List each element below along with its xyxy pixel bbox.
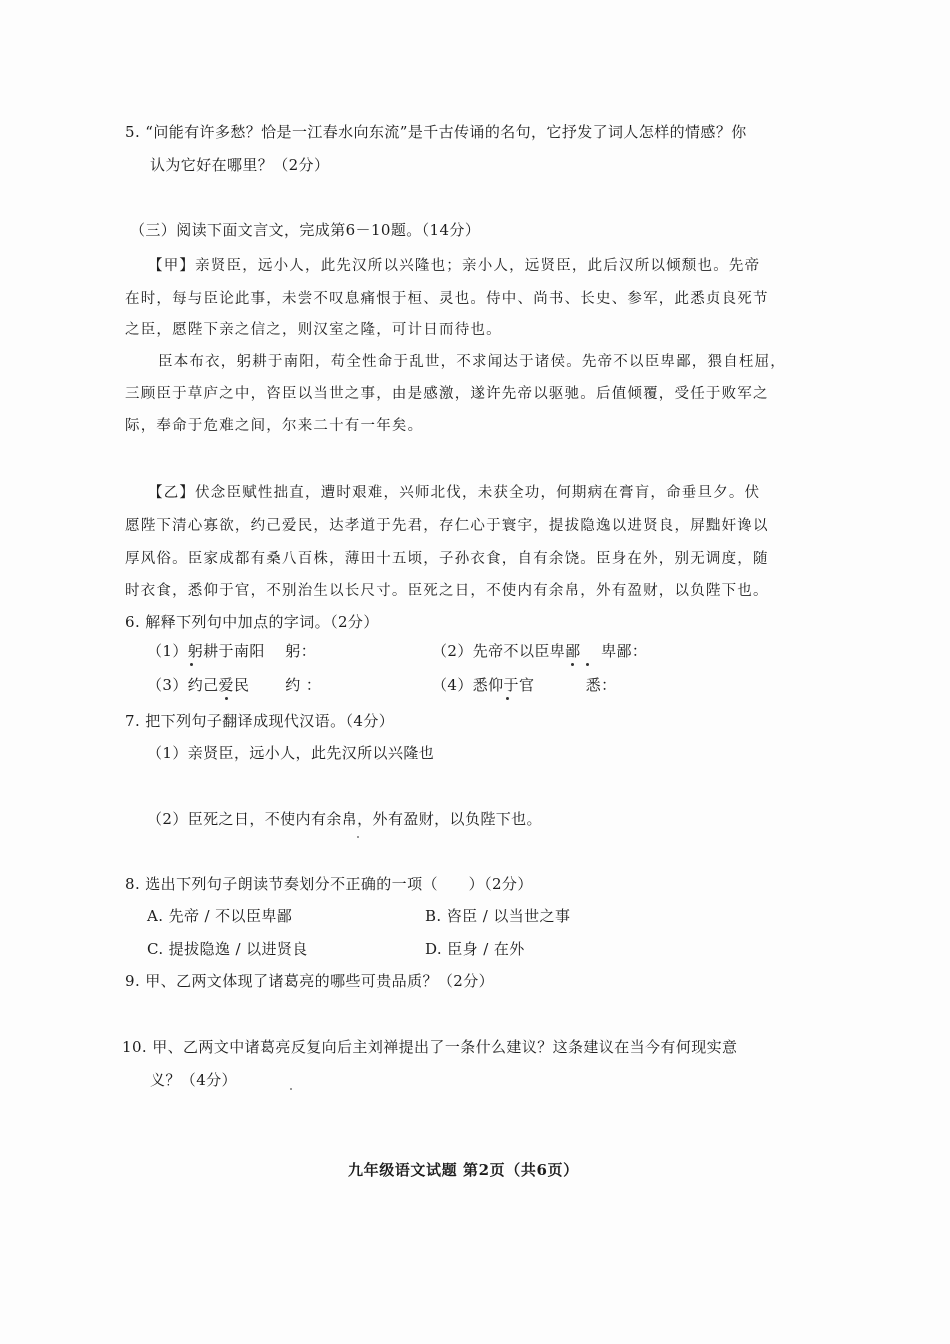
q6-item-1: （1）躬耕于南阳 躬： — [147, 642, 317, 660]
q7-stem: 7. 把下列句子翻译成现代汉语。（4分） — [125, 712, 395, 730]
passage-jia-line: 【甲】亲贤臣，远小人，此先汉所以兴隆也；亲小人，远贤臣，此后汉所以倾颓也。先帝 — [148, 258, 761, 274]
passage-yi-line: 【乙】伏念臣赋性拙直，遭时艰难，兴师北伐，未获全功，何期病在膏肓，命垂旦夕。伏 — [148, 485, 761, 501]
q8-option-b: B. 咨臣 / 以当世之事 — [425, 907, 571, 925]
page-footer: 九年级语文试题 第2页（共6页） — [348, 1161, 579, 1179]
q8-stem: 8. 选出下列句子朗读节奏划分不正确的一项（ ）（2分） — [125, 875, 533, 893]
emphasis-dot — [571, 663, 574, 666]
q9-stem: 9. 甲、乙两文体现了诸葛亮的哪些可贵品质？（2分） — [125, 972, 495, 990]
scan-speck — [357, 836, 359, 838]
passage-yi-line: 时衣食，悉仰于官，不别治生以长尺寸。臣死之日，不使内有余帛，外有盈财，以负陛下也。 — [125, 583, 769, 599]
q10-line-2: 义？（4分） — [150, 1071, 237, 1089]
section-3-heading: （三）阅读下面文言文，完成第6－10题。（14分） — [130, 221, 481, 239]
q8-option-c: C. 提拔隐逸 / 以进贤良 — [147, 940, 308, 958]
q6-item-2: （2）先帝不以臣卑鄙 卑鄙： — [432, 642, 648, 660]
q6-item-4: （4）悉仰于官 悉： — [432, 676, 617, 694]
passage-jia-line: 际，奉命于危难之间，尔来二十有一年矣。 — [125, 418, 424, 434]
passage-yi-line: 厚风俗。臣家成都有桑八百株，薄田十五顷，子孙衣食，自有余饶。臣身在外，别无调度，随 — [125, 551, 769, 567]
q7-item-1: （1）亲贤臣，远小人，此先汉所以兴隆也 — [147, 744, 435, 762]
q6-item-3: （3）约己爱民 约 ： — [147, 676, 322, 694]
q5-line-1: 5. “问能有许多愁？恰是一江春水向东流”是千古传诵的名句，它抒发了词人怎样的情感？你 — [125, 123, 747, 141]
scan-speck — [290, 1088, 292, 1090]
passage-jia-line: 臣本布衣，躬耕于南阳，苟全性命于乱世，不求闻达于诸侯。先帝不以臣卑鄙，猥自枉屈， — [158, 354, 786, 370]
emphasis-dot — [225, 697, 228, 700]
passage-jia-line: 之臣，愿陛下亲之信之，则汉室之隆，可计日而待也。 — [125, 322, 502, 338]
emphasis-dot — [190, 663, 193, 666]
q10-line-1: 10. 甲、乙两文中诸葛亮反复向后主刘禅提出了一条什么建议？这条建议在当今有何现实意 — [122, 1038, 738, 1056]
passage-yi-line: 愿陛下清心寡欲，约己爱民，达孝道于先君，存仁心于寰宇，提拔隐逸以进贤良，屏黜奸谗以 — [125, 518, 769, 534]
q6-stem: 6. 解释下列句中加点的字词。（2分） — [125, 613, 379, 631]
q8-option-a: A. 先帝 / 不以臣卑鄙 — [147, 907, 293, 925]
passage-jia-line: 在时，每与臣论此事，未尝不叹息痛恨于桓、灵也。侍中、尚书、长史、参军，此悉贞良死节 — [125, 291, 769, 307]
passage-jia-line: 三顾臣于草庐之中，咨臣以当世之事，由是感激，遂许先帝以驱驰。后值倾覆，受任于败军之 — [125, 386, 769, 402]
q8-option-d: D. 臣身 / 在外 — [425, 940, 525, 958]
emphasis-dot — [586, 663, 589, 666]
q7-item-2: （2）臣死之日，不使内有余帛，外有盈财，以负陛下也。 — [147, 810, 542, 828]
q5-line-2: 认为它好在哪里？（2分） — [150, 156, 330, 174]
emphasis-dot — [506, 697, 509, 700]
